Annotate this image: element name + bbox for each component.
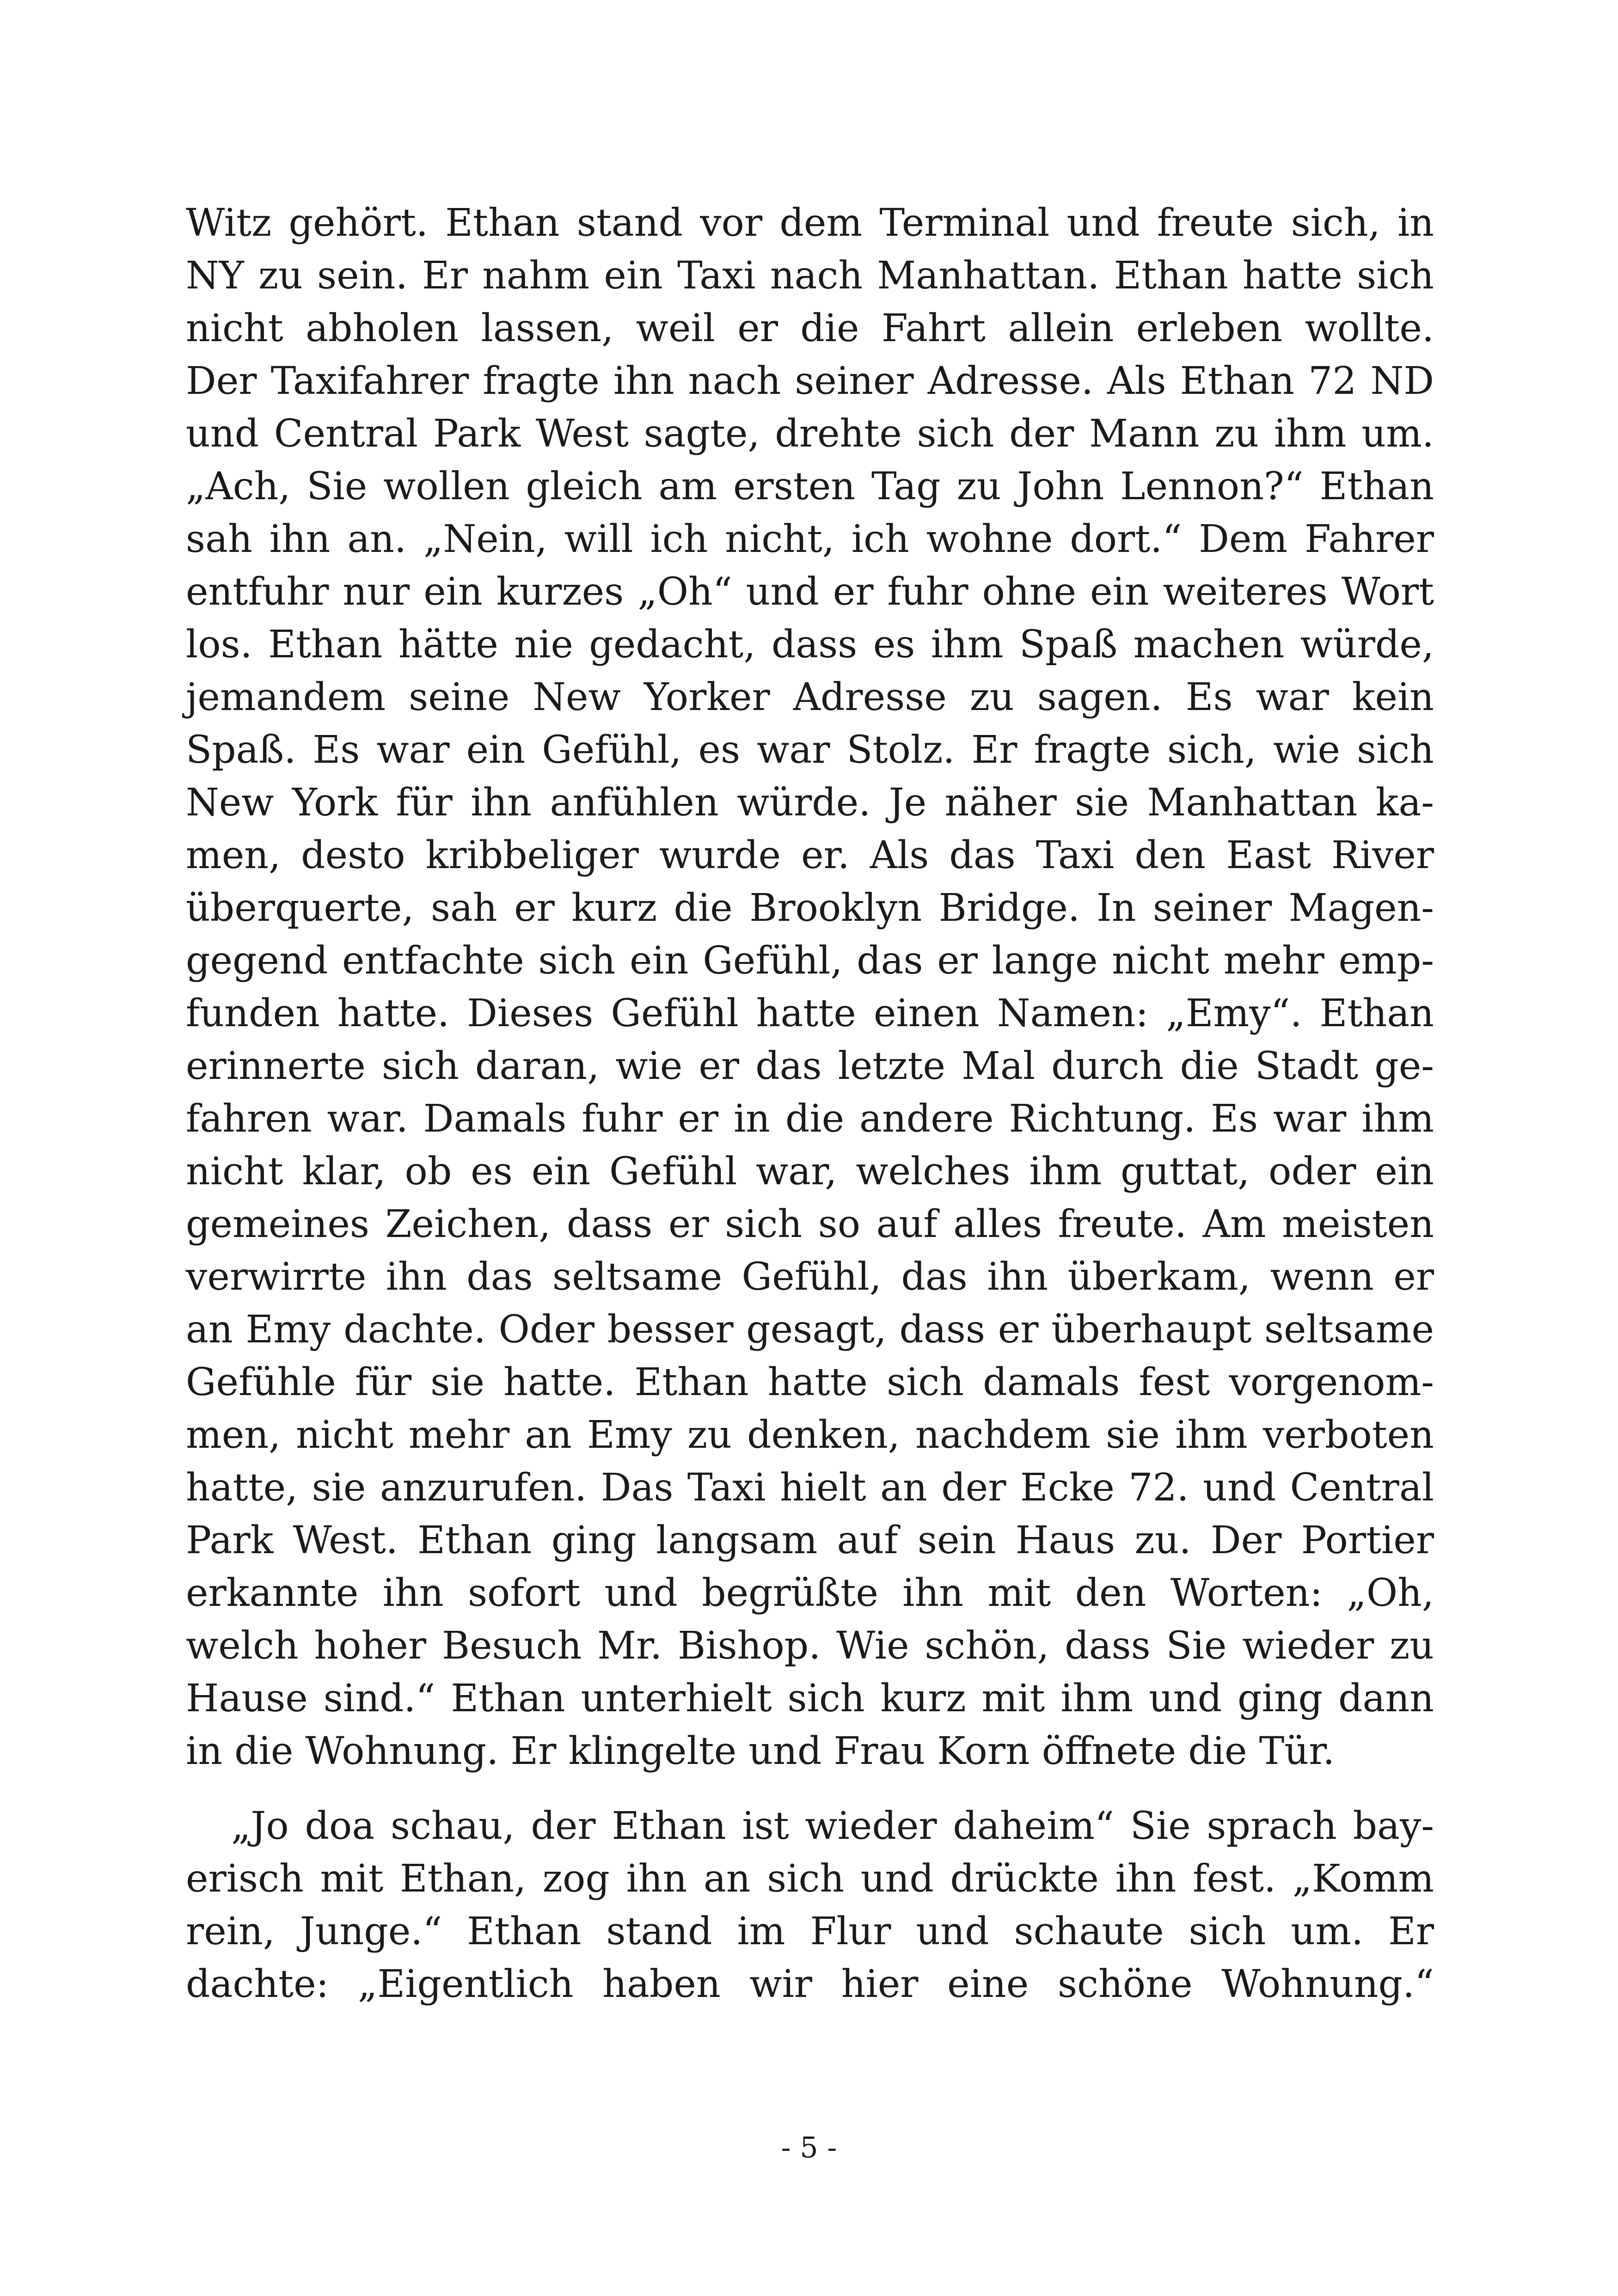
text-line: und Central Park West sagte, drehte sich der Mann zu ihm um. — [186, 412, 1434, 456]
text-line: men, nicht mehr an Emy zu denken, nachdem sie ihm verboten — [186, 1413, 1434, 1457]
text-line: sah ihn an. „Nein, will ich nicht, ich wohne dort.“ Dem Fahrer — [186, 517, 1434, 561]
text-line: Witz gehört. Ethan stand vor dem Terminal und freute sich, in — [186, 201, 1434, 245]
text-line: Spaß. Es war ein Gefühl, es war Stolz. Er fragte sich, wie sich — [186, 728, 1434, 772]
text-line: verwirrte ihn das seltsame Gefühl, das ihn überkam, wenn er — [186, 1255, 1434, 1299]
text-line: New York für ihn anfühlen würde. Je näher sie Manhattan ka- — [186, 781, 1434, 825]
text-line: „Ach, Sie wollen gleich am ersten Tag zu John Lennon?“ Ethan — [186, 465, 1434, 508]
text-line: jemandem seine New Yorker Adresse zu sagen. Es war kein — [186, 675, 1434, 719]
text-line: erisch mit Ethan, zog ihn an sich und drückte ihn fest. „Komm — [186, 1857, 1434, 1901]
page-number: - 5 - — [781, 2131, 837, 2164]
text-line: überquerte, sah er kurz die Brooklyn Bridge. In seiner Magen- — [186, 886, 1434, 930]
text-line: Der Taxifahrer fragte ihn nach seiner Adresse. Als Ethan 72 ND — [186, 359, 1434, 403]
text-line: Park West. Ethan ging langsam auf sein Haus zu. Der Portier — [186, 1518, 1434, 1562]
text-line: Gefühle für sie hatte. Ethan hatte sich damals fest vorgenom- — [186, 1360, 1434, 1404]
text-line: gegend entfachte sich ein Gefühl, das er lange nicht mehr emp- — [186, 939, 1434, 983]
text-line: los. Ethan hätte nie gedacht, dass es ihm Spaß machen würde, — [186, 623, 1434, 667]
text-line: entfuhr nur ein kurzes „Oh“ und er fuhr ohne ein weiteres Wort — [186, 570, 1434, 614]
text-line: „Jo doa schau, der Ethan ist wieder daheim“ Sie sprach bay- — [231, 1804, 1434, 1848]
text-line: nicht klar, ob es ein Gefühl war, welches ihm guttat, oder ein — [186, 1150, 1434, 1194]
text-line: rein, Junge.“ Ethan stand im Flur und schaute sich um. Er — [186, 1910, 1434, 1953]
body-text — [186, 197, 1434, 2011]
text-line: in die Wohnung. Er klingelte und Frau Korn öffnete die Tür. — [186, 1729, 1335, 1773]
text-line: an Emy dachte. Oder besser gesagt, dass er überhaupt seltsame — [186, 1308, 1434, 1352]
text-line: erkannte ihn sofort und begrüßte ihn mit den Worten: „Oh, — [186, 1571, 1434, 1615]
text-line: Hause sind.“ Ethan unterhielt sich kurz mit ihm und ging dann — [186, 1677, 1434, 1720]
text-line: welch hoher Besuch Mr. Bishop. Wie schön, dass Sie wieder zu — [186, 1624, 1434, 1668]
paragraph-2 — [186, 1800, 1434, 2011]
paragraph-gap — [186, 1778, 1434, 1800]
text-line: fahren war. Damals fuhr er in die andere Richtung. Es war ihm — [186, 1097, 1434, 1141]
text-line: nicht abholen lassen, weil er die Fahrt allein erleben wollte. — [186, 306, 1434, 350]
text-line: hatte, sie anzurufen. Das Taxi hielt an der Ecke 72. und Central — [186, 1466, 1434, 1510]
text-line: men, desto kribbeliger wurde er. Als das Taxi den East River — [186, 833, 1434, 877]
text-line: gemeines Zeichen, dass er sich so auf alles freute. Am meisten — [186, 1202, 1434, 1246]
text-line: funden hatte. Dieses Gefühl hatte einen Namen: „Emy“. Ethan — [186, 992, 1434, 1035]
text-line: dachte: „Eigentlich haben wir hier eine schöne Wohnung.“ — [186, 1962, 1434, 2006]
paragraph-1 — [186, 197, 1434, 1778]
text-line: erinnerte sich daran, wie er das letzte Mal durch die Stadt ge- — [186, 1044, 1434, 1088]
text-line: NY zu sein. Er nahm ein Taxi nach Manhattan. Ethan hatte sich — [186, 254, 1434, 298]
